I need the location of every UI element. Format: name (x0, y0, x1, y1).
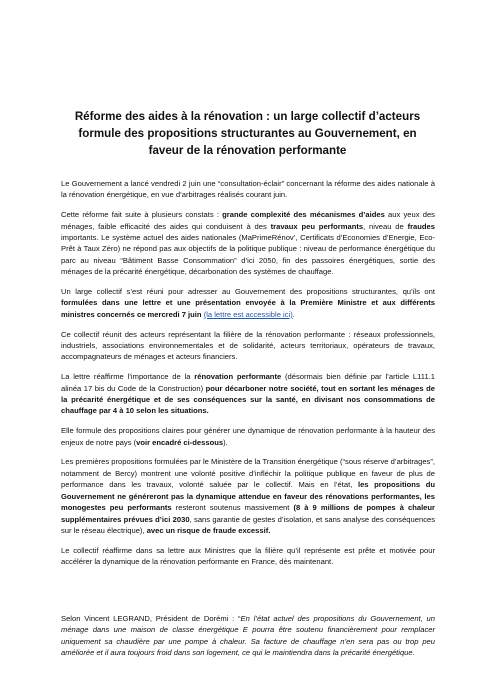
paragraph-ministere: Les premières propositions formulées par le Ministère de la Transition énergétique (“sous réserve d’arbitrages”, notamment de Bercy) montrent une volonté positive d’infléchir la politique publique en faveur de plus de performance dans les travaux, volonté saluée par le collectif. Mais en l’état, les propositions du Gouvernement ne généreront pas la dynamique attendue en faveur des rénovations performantes, les monogestes peu performants resteront soutenus massivement (8 à 9 millions de pompes à chaleur supplémentaires prévues d’ici 2030, sans garantie de gestes d’isolation, et sans analyse des conséquences sur le réseau électrique), avec un risque de fraude excessif. (61, 457, 436, 535)
paragraph-collectif: Un large collectif s’est réuni pour adresser au Gouvernement des propositions structurantes, qu’ils ont formulées dans une lettre et une présentation envoyée à la Première Ministre et aux différents ministres concernés ce mercredi 7 juin (la lettre est accessible ici). (61, 287, 435, 319)
paragraph-conclusion: Le collectif réaffirme dans sa lettre aux Ministres que la filière qu’il représente est prête et motivée pour accélérer la dynamique de la rénovation performante en France, dès maintenant. (61, 545, 435, 567)
document-body (61, 178, 435, 576)
document-title: Réforme des aides à la rénovation : un large collectif d’acteurs formule des propositions structurantes au Gouvernement, en faveur de la rénovation performante (74, 110, 421, 157)
paragraph-announcement: Le Gouvernement a lancé vendredi 2 juin une “consultation-éclair” concernant la réforme des aides nationale à la rénovation énergétique, en vue d’arbitrages réalisés courant juin. (61, 179, 435, 200)
paragraph-renovation-performante: La lettre réaffirme l’importance de la rénovation performante (désormais bien définie par l’article L111.1 alinéa 17 bis du Code de la Construction) pour décarboner notre société, tout en sortant les ménages de la précarité énergétique et de ses conséquences sur la santé, en divisant nos consommations de chauffage par 4 à 10 selon les situations. (61, 372, 436, 416)
paragraph-acteurs: Ce collectif réunit des acteurs représentant la filière de la rénovation performante : réseaux professionnels, industriels, associations environnementales et de solidarité, acteurs territoriaux, opérateurs de travaux, accompagnateurs de ménages et acteurs financiers. (61, 329, 435, 362)
paragraph-constats: Cette réforme fait suite à plusieurs constats : grande complexité des mécanismes d’aides aux yeux des ménages, faible efficacité des aides qui conduisent à des travaux peu performants, niveau de fraudes importants. Le système actuel des aides nationales (MaPrimeRénov’, Certificats d’Economies d’Energie, Eco-Prêt à Taux Zéro) ne répond pas aux objectifs de la politique publique : niveau de performance énergétique du parc au niveau “Bâtiment Basse Consommation” d’ici 2050, fin des passoires énergétiques, sortie des ménages de la précarité énergétique, décarbonation des systèmes de chauffage. (61, 210, 435, 277)
letter-link[interactable]: (la lettre est accessible ici) (203, 309, 293, 319)
paragraph-propositions: Elle formule des propositions claires pour générer une dynamique de rénovation performante à la hauteur des enjeux de notre pays (voir encadré ci-dessous). (61, 426, 435, 447)
quote-paragraph: Selon Vincent LEGRAND, Président de Dorémi : “En l’état actuel des propositions du Gouvernement, un ménage dans une maison de classe énergétique E pourra être soutenu financièrement pour remplacer uniquement sa chaudière par une pompe à chaleur. Sa facture de chauffage n’en sera pas ou trop peu améliorée et il aura toujours froid dans son logement, ce qui le maintiendra dans la précarité énergétique. (61, 614, 435, 658)
